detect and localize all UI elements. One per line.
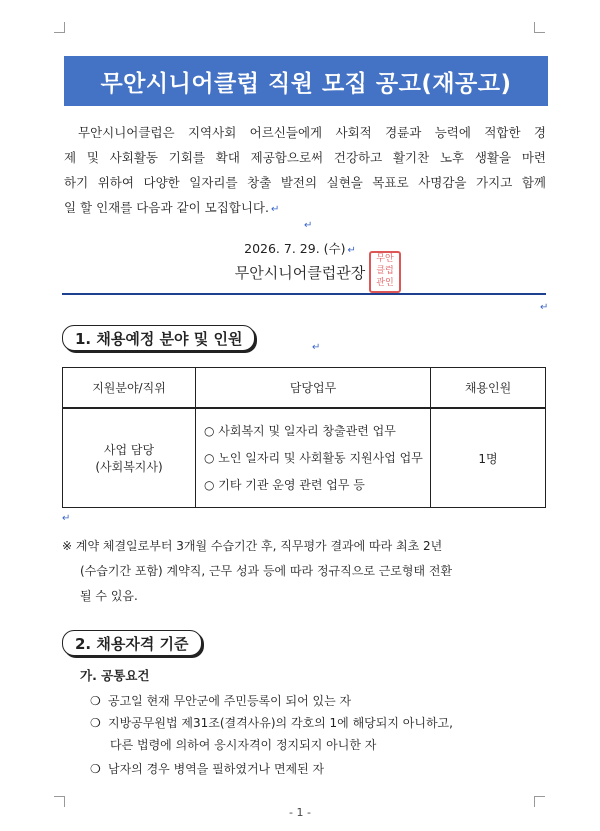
section-1-title: 1. 채용예정 분야 및 인원 — [75, 329, 243, 348]
intro-line: 하기 위하여 다양한 일자리를 창출 발전의 실현을 목표로 사명감을 가지고 함께 — [64, 175, 546, 190]
crop-mark-top-left — [54, 22, 65, 33]
bullet-icon: ❍ — [90, 716, 101, 730]
crop-mark-top-right — [534, 22, 545, 33]
requirement-item — [90, 690, 540, 712]
position-name: 사업 담당 — [103, 443, 155, 457]
date-text: 2026. 7. 29. (수) — [244, 241, 346, 256]
table-header-cell: 담당업무 — [196, 368, 431, 409]
table-header-row — [63, 368, 546, 409]
requirement-continuation: 다른 법령에 의하여 응시자격이 정지되지 아니한 자 — [110, 738, 377, 752]
requirement-item — [90, 758, 540, 780]
intro-line: 일 할 인재를 다음과 같이 모집합니다. — [64, 200, 269, 215]
table-row — [63, 408, 546, 508]
intro-paragraph — [64, 120, 546, 222]
note-line: (수습기간 포함) 계약직, 근무 성과 등에 따라 정규직으로 근로형태 전환 — [80, 564, 453, 578]
requirement-text: 남자의 경우 병역을 필하였거나 면제된 자 — [108, 762, 325, 776]
paragraph-mark-icon: ↵ — [312, 342, 321, 353]
official-seal-icon: 무안 클럽 관인 — [369, 251, 401, 293]
issuer-name: 무안시니어클럽관장 — [234, 264, 366, 282]
position-cell — [63, 408, 196, 508]
page-number: - 1 - — [289, 806, 311, 819]
table-header-cell: 채용인원 — [431, 368, 546, 409]
headcount-cell: 1명 — [431, 408, 546, 508]
note-line: ※ 계약 체결일로부터 3개월 수습기간 후, 직무평가 결과에 따라 최초 2년 — [62, 539, 443, 553]
position-detail: (사회복지사) — [95, 460, 163, 474]
duty-item: ○ 노인 일자리 및 사회활동 지원사업 업무 — [204, 450, 423, 465]
notice-date — [0, 239, 600, 257]
subsection-heading: 가. 공통요건 — [80, 668, 150, 683]
document-title: 무안시니어클럽 직원 모집 공고(재공고) — [64, 56, 548, 106]
duty-item: ○ 사회복지 및 일자리 창출관련 업무 — [204, 423, 396, 438]
note-line: 될 수 있음. — [80, 589, 138, 603]
divider-rule — [62, 293, 546, 295]
intro-line: 무안시니어클럽은 지역사회 어르신들에게 사회적 경륜과 능력에 적합한 경 — [78, 125, 546, 140]
requirement-text: 공고일 현재 무안군에 주민등록이 되어 있는 자 — [108, 694, 352, 708]
table-header-cell: 지원분야/직위 — [63, 368, 196, 409]
contract-note — [62, 534, 546, 609]
paragraph-mark-icon: ↵ — [62, 513, 71, 524]
requirement-text: 지방공무원법 제31조(결격사유)의 각호의 1에 해당되지 아니하고, — [108, 716, 453, 730]
paragraph-mark-icon: ↵ — [304, 220, 313, 231]
intro-line: 제 및 사회활동 기회를 확대 제공함으로써 건강하고 활기찬 노후 생활을 마련 — [64, 150, 546, 165]
bullet-icon: ❍ — [90, 762, 101, 776]
paragraph-mark-icon: ↵ — [347, 245, 356, 256]
section-2-title: 2. 채용자격 기준 — [75, 634, 189, 653]
duties-cell — [196, 408, 431, 508]
section-heading-2 — [62, 630, 202, 656]
section-heading-1 — [62, 325, 255, 351]
bullet-icon: ❍ — [90, 694, 101, 708]
recruitment-table — [62, 367, 546, 508]
paragraph-mark-icon: ↵ — [540, 302, 549, 313]
requirement-item — [90, 712, 540, 756]
intro-line-last — [64, 195, 546, 222]
paragraph-mark-icon: ↵ — [270, 204, 280, 215]
duty-item: ○ 기타 기관 운영 관련 업무 등 — [204, 477, 365, 492]
